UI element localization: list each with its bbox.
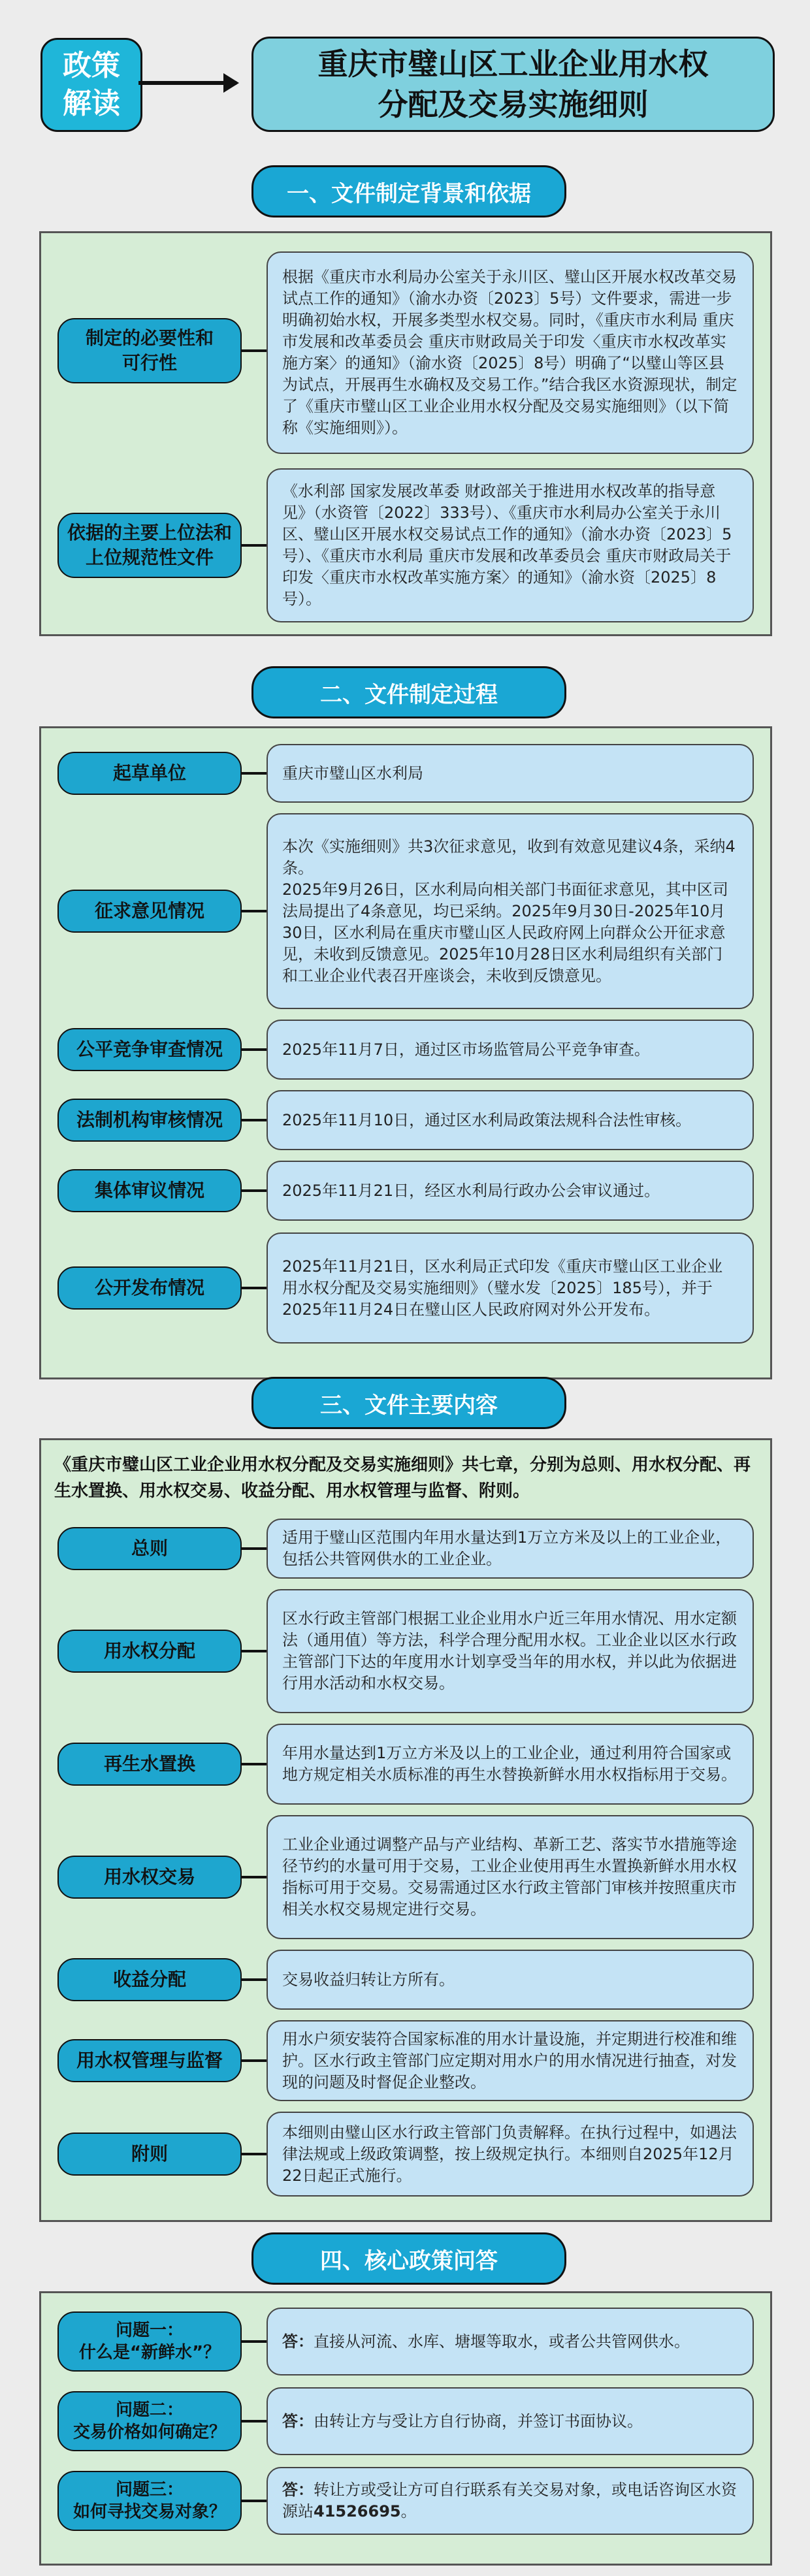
row-label: 依据的主要上位法和 上位规范性文件 xyxy=(57,513,242,578)
row-text: 本次《实施细则》共3次征求意见，收到有效意见建议4条，采纳4条。 2025年9月26日，区水利局向相关部门书面征求意见，其中区司法局提出了4条意见，均已采纳。2025年9月30日-2025年10月30日，区水利局在重庆市璧山区人民政府网上向群众公开征求意见，未收到反馈意见。2025年10月28日区水利局组织有关部门和工业企业代表召开座谈会，未收到反馈意见。 xyxy=(282,837,736,985)
row-label: 公平竞争审查情况 xyxy=(57,1028,242,1071)
row-legal-review xyxy=(57,1090,754,1150)
row-publication xyxy=(57,1232,754,1344)
question-label: 问题三： 如何寻找交易对象？ xyxy=(57,2471,242,2531)
row-text: 《水利部 国家发展改革委 财政部关于推进用水权改革的指导意见》（水资管〔2022〕333号）、《重庆市水利局办公室关于永川区、璧山区开展水权交易试点工作的通知》（渝水办资〔2023〕5号）、《重庆市水利局 重庆市发展和改革委员会 重庆市财政局关于印发〈重庆市水权改革实施方案〉的通知》（渝水资〔2025〕8号）。 xyxy=(282,482,732,608)
phone-number: 41526695 xyxy=(314,2502,401,2520)
row-label: 集体审议情况 xyxy=(57,1169,242,1212)
page-title xyxy=(251,37,775,132)
section-background-panel xyxy=(39,1438,772,2222)
connector-line xyxy=(242,1547,267,1550)
row-text: 重庆市璧山区水利局 xyxy=(282,764,423,782)
row-trading xyxy=(57,1815,754,1939)
row-label: 附则 xyxy=(57,2133,242,2176)
row-recycled-water xyxy=(57,1724,754,1805)
row-content xyxy=(267,1090,754,1150)
row-text: 年用水量达到1万立方米及以上的工业企业，通过利用符合国家或地方规定相关水质标准的再生水替换新鲜水用水权指标用于交易。 xyxy=(282,1744,737,1784)
row-content xyxy=(267,813,754,1009)
row-necessity xyxy=(57,251,754,454)
connector-line xyxy=(242,1119,267,1121)
row-content xyxy=(267,1232,754,1344)
row-label: 用水权管理与监督 xyxy=(57,2039,242,2082)
row-text: 工业企业通过调整产品与产业结构、革新工艺、落实节水措施等途径节约的水量可用于交易，工业企业使用再生水置换新鲜水用水权指标可用于交易。交易需通过区水行政主管部门审核并按照重庆市相关水权交易规定进行交易。 xyxy=(282,1835,737,1918)
section-heading-background xyxy=(251,165,566,217)
answer-content xyxy=(267,2308,754,2375)
badge-text: 政策 解读 xyxy=(63,49,120,120)
connector-line xyxy=(242,2059,267,2062)
connector-line xyxy=(242,2153,267,2155)
answer-prefix: 答： xyxy=(282,2332,314,2351)
section-background-panel xyxy=(39,231,772,636)
connector-line xyxy=(242,349,267,352)
section-heading-background xyxy=(251,2232,566,2285)
row-content xyxy=(267,2112,754,2197)
row-label: 用水权交易 xyxy=(57,1856,242,1899)
row-text: 2025年11月7日，通过区市场监管局公平竞争审查。 xyxy=(282,1040,650,1059)
question-label: 问题二： 交易价格如何确定？ xyxy=(57,2391,242,2451)
connector-line xyxy=(242,1876,267,1878)
connector-line xyxy=(242,1048,267,1051)
row-legal-basis xyxy=(57,468,754,622)
answer-suffix: 。 xyxy=(400,2502,417,2520)
policy-interpretation-badge xyxy=(40,38,142,132)
qa-item-3 xyxy=(57,2467,754,2535)
qa-item-2 xyxy=(57,2387,754,2455)
row-drafting-unit xyxy=(57,744,754,803)
connector-line xyxy=(242,2500,267,2502)
row-text: 交易收益归转让方所有。 xyxy=(282,1970,455,1989)
section-intro: 《重庆市璧山区工业企业用水权分配及交易实施细则》共七章，分别为总则、用水权分配、再生水置换、用水权交易、收益分配、用水权管理与监督、附则。 xyxy=(54,1455,751,1501)
row-content xyxy=(267,2020,754,2101)
arrow-right-icon xyxy=(138,81,236,85)
answer-content xyxy=(267,2387,754,2455)
row-label: 用水权分配 xyxy=(57,1630,242,1673)
section-heading-background xyxy=(251,1377,566,1429)
row-content xyxy=(267,1724,754,1805)
row-text: 用水户须安装符合国家标准的用水计量设施，并定期进行校准和维护。区水行政主管部门应定期对用水户的用水情况进行抽查，对发现的问题及时督促企业整改。 xyxy=(282,2029,737,2091)
section-heading-text: 四、核心政策问答 xyxy=(320,2247,498,2274)
connector-line xyxy=(242,1650,267,1652)
answer-content xyxy=(267,2467,754,2535)
row-label: 再生水置换 xyxy=(57,1743,242,1786)
section-heading-text: 一、文件制定背景和依据 xyxy=(287,180,531,207)
answer-prefix: 答： xyxy=(282,2481,314,2499)
row-collective-review xyxy=(57,1161,754,1221)
answer-text: 由转让方与受让方自行协商，并签订书面协议。 xyxy=(314,2411,643,2430)
qa-item-1 xyxy=(57,2308,754,2375)
row-content xyxy=(267,468,754,622)
row-label: 公开发布情况 xyxy=(57,1266,242,1310)
row-text: 区水行政主管部门根据工业企业用水户近三年用水情况、用水定额法（通用值）等方法，科学合理分配用水权。工业企业以区水行政主管部门下达的年度用水计划享受当年的用水权，并以此为依据进行用水活动和水权交易。 xyxy=(282,1609,737,1692)
title-line-1: 重庆市璧山区工业企业用水权 xyxy=(317,46,709,82)
row-label: 收益分配 xyxy=(57,1958,242,2001)
answer-prefix: 答： xyxy=(282,2411,314,2430)
row-consultation xyxy=(57,813,754,1009)
row-content xyxy=(267,1950,754,2010)
row-label: 起草单位 xyxy=(57,752,242,795)
connector-line xyxy=(242,772,267,775)
section-heading-background xyxy=(251,666,566,718)
connector-line xyxy=(242,544,267,547)
connector-line xyxy=(242,1978,267,1981)
row-content xyxy=(267,1815,754,1939)
row-allocation xyxy=(57,1589,754,1713)
title-line-2: 分配及交易实施细则 xyxy=(378,87,649,122)
row-content xyxy=(267,251,754,454)
connector-line xyxy=(242,1189,267,1192)
row-label: 总则 xyxy=(57,1527,242,1570)
row-content xyxy=(267,1519,754,1579)
answer-text: 直接从河流、水库、塘堰等取水，或者公共管网供水。 xyxy=(314,2332,690,2351)
section-heading-text: 三、文件主要内容 xyxy=(320,1392,498,1419)
section-background-panel xyxy=(39,726,772,1379)
row-general xyxy=(57,1519,754,1579)
connector-line xyxy=(242,1287,267,1289)
row-label: 法制机构审核情况 xyxy=(57,1099,242,1142)
connector-line xyxy=(242,2420,267,2423)
row-revenue xyxy=(57,1950,754,2010)
row-content xyxy=(267,1020,754,1080)
question-label: 问题一： 什么是“新鲜水”？ xyxy=(57,2311,242,2372)
row-text: 适用于璧山区范围内年用水量达到1万立方米及以上的工业企业，包括公共管网供水的工业企业。 xyxy=(282,1528,732,1568)
row-text: 根据《重庆市水利局办公室关于永川区、璧山区开展水权改革交易试点工作的通知》（渝水办资〔2023〕5号）文件要求，需进一步明确初始水权，开展多类型水权交易。同时，《重庆市水利局 重庆市发展和改革委员会 重庆市财政局关于印发〈重庆市水权改革实施方案〉的通知》（渝水资〔2025〕8号）明确了“以璧山等区县为试点，开展再生水确权及交易工作。”结合我区水资源现状，制定了《重庆市璧山区工业企业用水权分配及交易实施细则》（以下简称《实施细则》）。 xyxy=(282,268,737,437)
row-supervision xyxy=(57,2020,754,2101)
connector-line xyxy=(242,2340,267,2343)
row-text: 2025年11月10日，通过区水利局政策法规科合法性审核。 xyxy=(282,1110,692,1129)
row-content xyxy=(267,744,754,803)
connector-line xyxy=(242,1763,267,1765)
answer-text: 转让方或受让方可自行联系有关交易对象，或电话咨询区水资源站 xyxy=(282,2481,737,2520)
row-text: 本细则由璧山区水行政主管部门负责解释。在执行过程中，如遇法律法规或上级政策调整，按上级规定执行。本细则自2025年12月22日起正式施行。 xyxy=(282,2123,737,2185)
row-content xyxy=(267,1589,754,1713)
row-content xyxy=(267,1161,754,1221)
row-label: 制定的必要性和 可行性 xyxy=(57,318,242,383)
row-label: 征求意见情况 xyxy=(57,890,242,933)
section-heading-text: 二、文件制定过程 xyxy=(320,681,498,708)
connector-line xyxy=(242,910,267,912)
row-supplementary xyxy=(57,2112,754,2197)
row-text: 2025年11月21日，区水利局正式印发《重庆市璧山区工业企业用水权分配及交易实施细则》（璧水发〔2025〕185号），并于2025年11月24日在璧山区人民政府网对外公开发布。 xyxy=(282,1257,723,1319)
section-background-panel xyxy=(39,2291,772,2566)
row-fair-competition xyxy=(57,1020,754,1080)
row-text: 2025年11月21日，经区水利局行政办公会审议通过。 xyxy=(282,1181,660,1200)
